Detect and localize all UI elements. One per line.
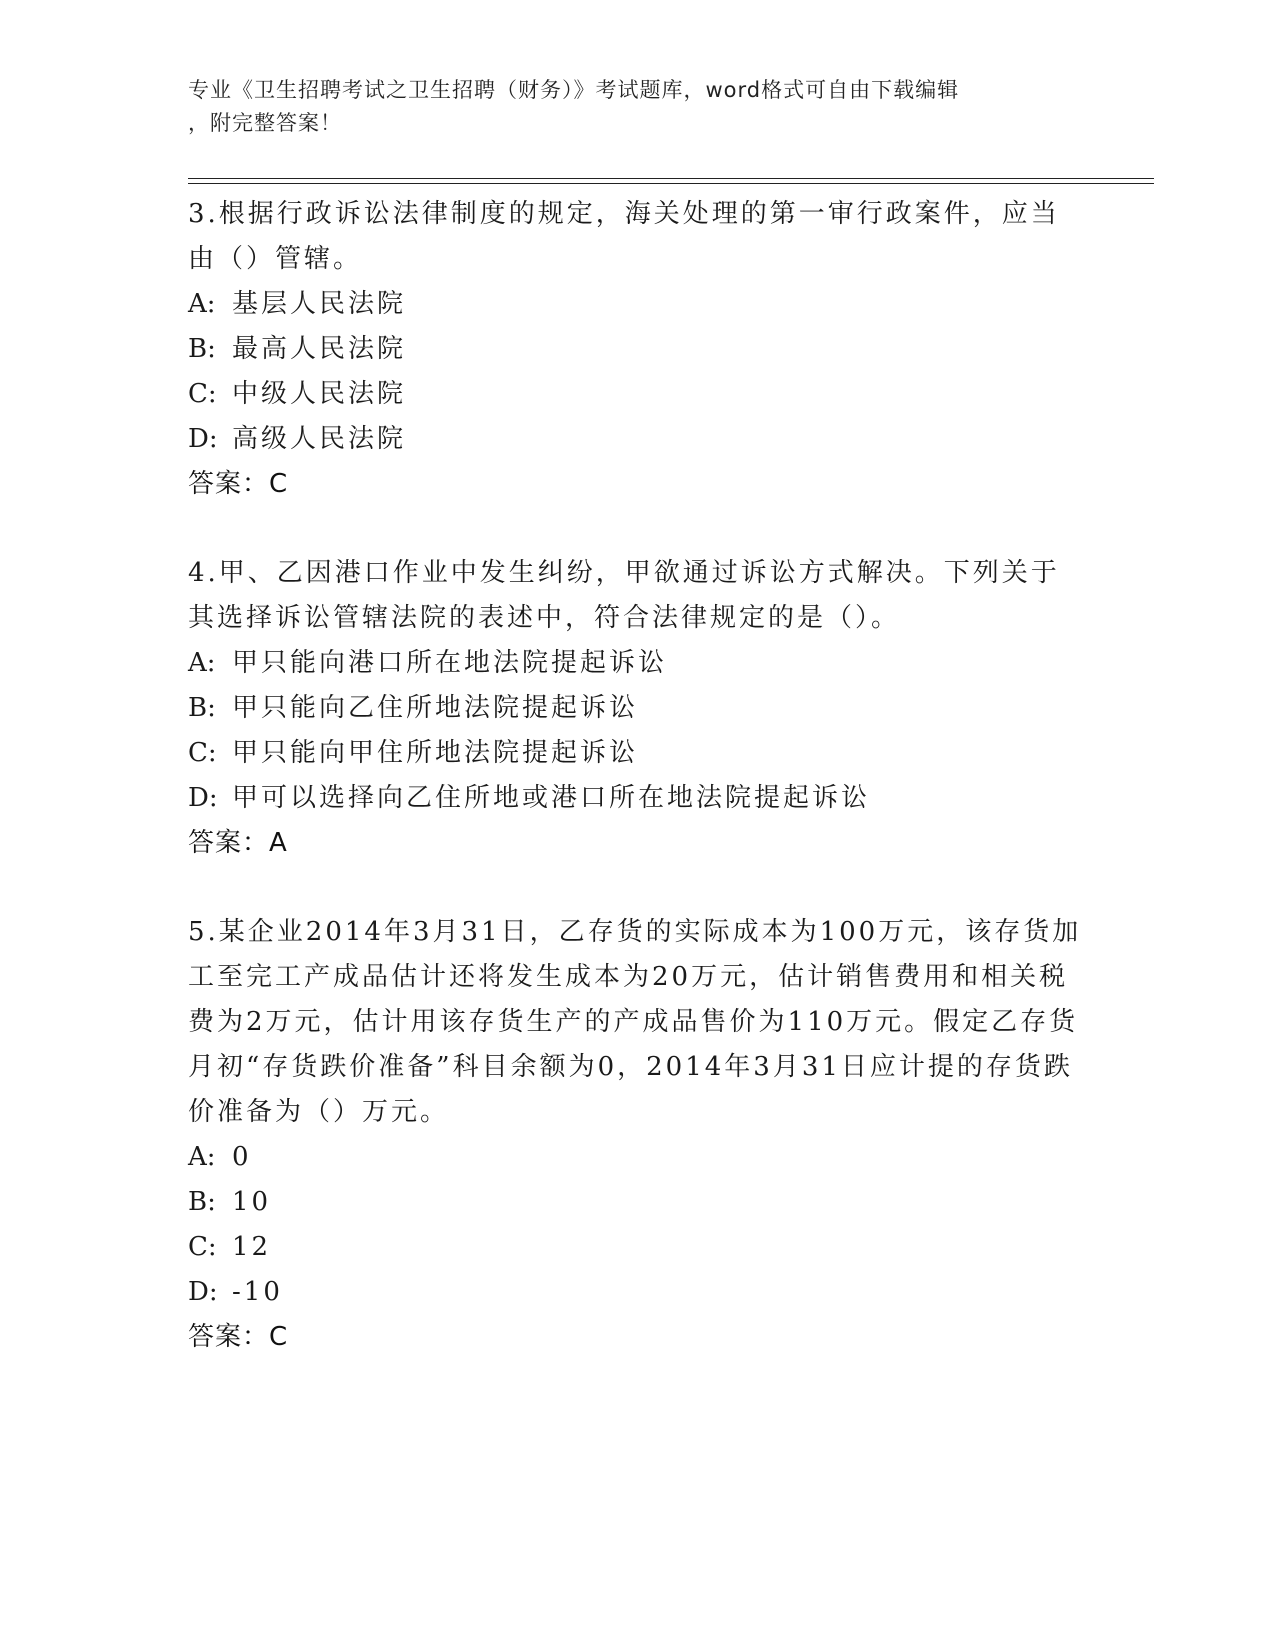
option-c: [188, 1225, 1088, 1270]
question-4: [188, 551, 1088, 866]
option-text: 甲只能向港口所在地法院提起诉讼: [232, 648, 668, 678]
option-b: [188, 686, 1088, 731]
option-a: [188, 1135, 1088, 1180]
option-text: -10: [232, 1277, 283, 1307]
option-key: D:: [188, 424, 218, 454]
answer-line: 答案：C: [188, 469, 289, 499]
option-key: B:: [188, 1187, 216, 1217]
option-key: A:: [188, 289, 216, 319]
answer-line: 答案：C: [188, 1322, 289, 1352]
option-text: 10: [232, 1187, 272, 1217]
option-key: D:: [188, 783, 218, 813]
option-text: 0: [232, 1142, 252, 1172]
option-text: 最高人民法院: [232, 334, 407, 364]
option-text: 基层人民法院: [232, 289, 407, 319]
answer-line: 答案：A: [188, 828, 288, 858]
question-5: [188, 910, 1088, 1360]
question-stem: 4.甲、乙因港口作业中发生纠纷，甲欲通过诉讼方式解决。下列关于其选择诉讼管辖法院的表述中，符合法律规定的是（）。: [188, 558, 1060, 633]
header-divider-bottom: [188, 183, 1154, 184]
option-key: D:: [188, 1277, 218, 1307]
option-text: 甲只能向乙住所地法院提起诉讼: [232, 693, 639, 723]
option-key: C:: [188, 379, 217, 409]
option-d: [188, 1270, 1088, 1315]
option-a: [188, 641, 1088, 686]
question-stem: 3.根据行政诉讼法律制度的规定，海关处理的第一审行政案件，应当由（）管辖。: [188, 199, 1060, 274]
option-c: [188, 372, 1088, 417]
option-text: 甲只能向甲住所地法院提起诉讼: [232, 738, 639, 768]
option-key: B:: [188, 693, 216, 723]
option-d: [188, 776, 1088, 821]
option-c: [188, 731, 1088, 776]
option-b: [188, 327, 1088, 372]
option-key: A:: [188, 648, 216, 678]
option-b: [188, 1180, 1088, 1225]
option-text: 甲可以选择向乙住所地或港口所在地法院提起诉讼: [232, 783, 871, 813]
option-key: B:: [188, 334, 216, 364]
option-key: C:: [188, 738, 217, 768]
header-divider-top: [188, 178, 1154, 179]
option-a: [188, 282, 1088, 327]
option-text: 12: [232, 1232, 272, 1262]
option-text: 高级人民法院: [232, 424, 407, 454]
option-text: 中级人民法院: [232, 379, 407, 409]
header-line-1: 专业《卫生招聘考试之卫生招聘（财务）》考试题库，word格式可自由下载编辑: [188, 78, 960, 102]
question-3: [188, 192, 1088, 507]
question-stem: 5.某企业2014年3月31日，乙存货的实际成本为100万元，该存货加工至完工产成品估计还将发生成本为20万元，估计销售费用和相关税费为2万元，估计用该存货生产的产成品售价为110万元。假定乙存货月初“存货跌价准备”科目余额为0，2014年3月31日应计提的存货跌价准备为（）万元。: [188, 917, 1082, 1127]
option-key: C:: [188, 1232, 217, 1262]
option-key: A:: [188, 1142, 216, 1172]
document-header: [188, 74, 1088, 140]
question-list: [188, 192, 1088, 1360]
option-d: [188, 417, 1088, 462]
header-line-2: ，附完整答案！: [188, 111, 342, 135]
